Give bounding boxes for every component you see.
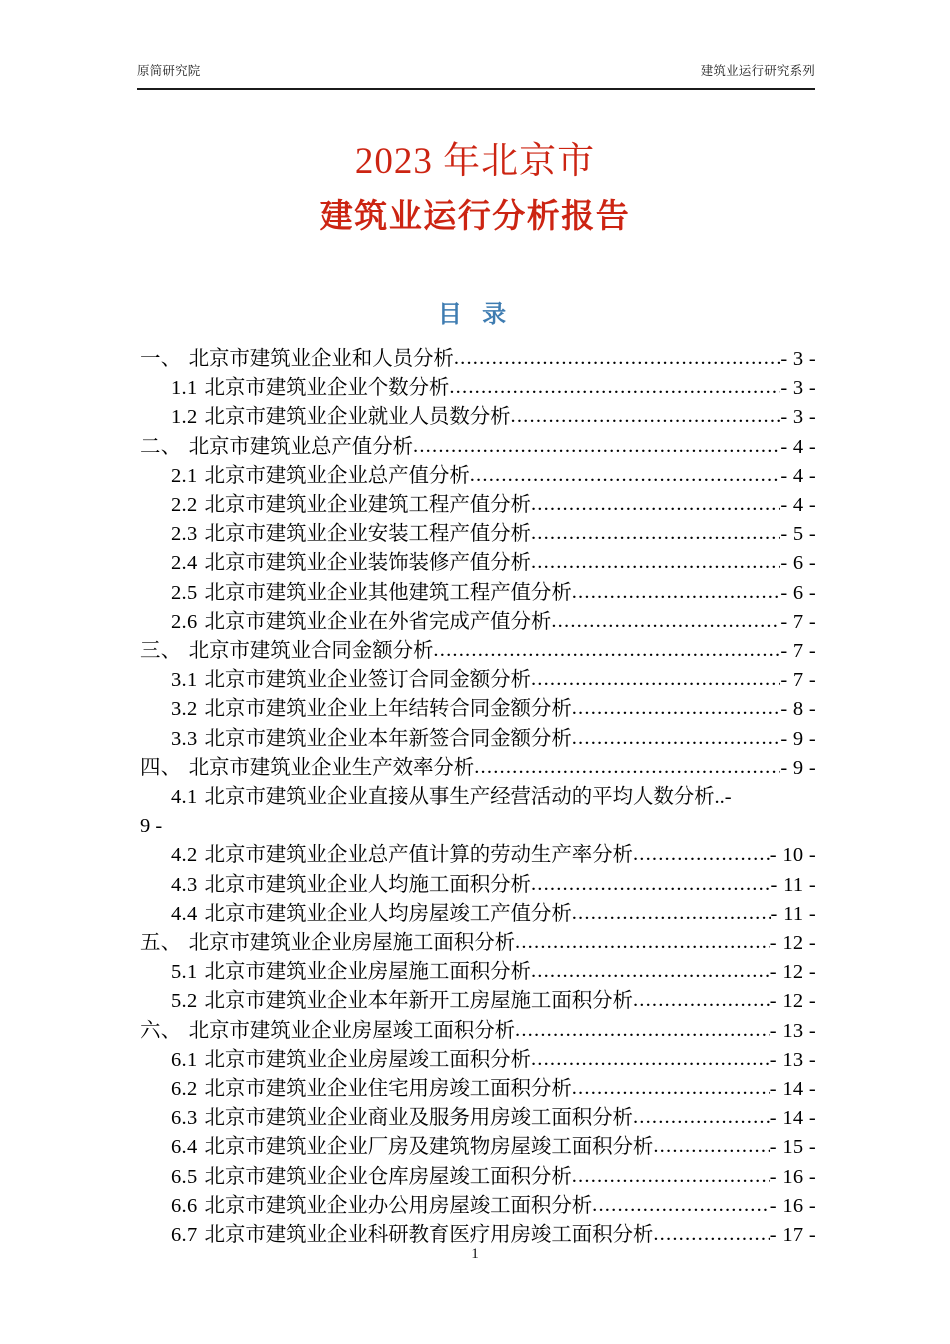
toc-entry-number: 3.3 [171, 727, 198, 750]
toc-leader-dots [653, 1132, 769, 1161]
toc-entry-page: - 8 - [780, 698, 816, 721]
toc-leader-dots [511, 402, 781, 431]
toc-entry[interactable] [140, 871, 816, 900]
toc-entry-number: 六、 [140, 1019, 182, 1042]
toc-entry-page: - 11 - [770, 873, 816, 896]
toc-leader-dots [572, 1074, 770, 1103]
toc-entry-number: 6.1 [171, 1048, 198, 1071]
toc-entry-number: 二、 [140, 435, 182, 458]
toc-entry-page: - 16 - [769, 1194, 816, 1217]
toc-entry-label: 北京市建筑业企业房屋施工面积分析 [188, 932, 516, 955]
toc-entry-number: 2.5 [171, 581, 198, 604]
toc-entry-label: 北京市建筑业企业就业人员数分析 [204, 406, 511, 429]
toc-entry-label: 北京市建筑业企业生产效率分析 [188, 756, 475, 779]
toc-leader-dots [592, 1191, 770, 1220]
toc-entry-label: 北京市建筑业企业房屋施工面积分析 [204, 961, 531, 984]
toc-entry[interactable] [140, 608, 816, 637]
toc-entry-label: 北京市建筑业企业在外省完成产值分析 [204, 610, 552, 633]
toc-entry-page: - 13 - [769, 1019, 816, 1042]
toc-entry-number: 五、 [140, 932, 182, 955]
toc-entry-label: 北京市建筑业企业总产值分析 [204, 464, 470, 487]
toc-entry-page: - 6 - [780, 552, 816, 575]
toc-entry-number: 6.3 [171, 1107, 198, 1130]
toc-entry-label: 北京市建筑业企业建筑工程产值分析 [204, 494, 531, 517]
toc-entry-page: - 4 - [780, 494, 816, 517]
toc-leader-dots [633, 840, 770, 869]
toc-entry-number: 3.2 [171, 698, 198, 721]
toc-entry[interactable] [140, 1163, 816, 1192]
header-divider [137, 88, 815, 90]
toc-entry-label: 北京市建筑业合同金额分析 [188, 640, 434, 663]
toc-leader-dots [413, 432, 780, 461]
footer-page-number: 1 [471, 1246, 479, 1262]
toc-leader-dots [515, 1016, 770, 1045]
toc-entry-label: 北京市建筑业企业签订合同金额分析 [204, 669, 531, 692]
toc-entry-number: 3.1 [171, 669, 198, 692]
toc-entry-page: - 13 - [769, 1048, 816, 1071]
toc-leader-dots [633, 986, 770, 1015]
toc-entry-page: - 16 - [769, 1165, 816, 1188]
toc-entry-number: 6.5 [171, 1165, 198, 1188]
toc-entry-label: 北京市建筑业企业仓库房屋竣工面积分析 [204, 1165, 572, 1188]
toc-entry-number: 1.1 [171, 377, 198, 400]
toc-entry-label: 北京市建筑业企业安装工程产值分析 [204, 523, 531, 546]
toc-entry-number: 2.3 [171, 523, 198, 546]
toc-entry[interactable] [140, 929, 816, 958]
toc-entry-label: 北京市建筑业企业装饰装修产值分析 [204, 552, 531, 575]
toc-entry-page: - 4 - [780, 464, 816, 487]
toc-entry-label: 北京市建筑业企业科研教育医疗用房竣工面积分析 [204, 1224, 654, 1247]
toc-entry-page: - 15 - [769, 1136, 816, 1159]
toc-entry-page-head: - [724, 786, 732, 809]
toc-entry[interactable] [140, 841, 816, 870]
toc-entry-number: 2.6 [171, 610, 198, 633]
toc-entry-label: 北京市建筑业企业其他建筑工程产值分析 [204, 581, 572, 604]
toc-entry[interactable] [140, 695, 816, 724]
toc-entry[interactable] [140, 491, 816, 520]
toc-entry-label: 北京市建筑业企业本年新签合同金额分析 [204, 727, 572, 750]
toc-entry-page: - 7 - [780, 640, 816, 663]
toc-leader-dots [470, 461, 781, 490]
toc-entry-page: - 3 - [780, 348, 816, 370]
toc-entry[interactable] [140, 987, 816, 1016]
toc-leader-dots [572, 899, 771, 928]
toc-entry-page: - 6 - [780, 581, 816, 604]
toc-entry[interactable] [140, 374, 816, 403]
toc-leader-dots [531, 870, 771, 899]
table-of-contents [140, 345, 816, 1250]
toc-leader-dots [515, 928, 770, 957]
toc-entry[interactable] [140, 725, 816, 754]
toc-entry[interactable] [140, 900, 816, 929]
toc-entry-page: - 3 - [780, 406, 816, 429]
toc-entry[interactable] [140, 754, 816, 783]
toc-entry-label: 北京市建筑业企业和人员分析 [188, 348, 454, 370]
toc-entry-page: - 10 - [769, 844, 816, 867]
toc-entry-page: - 14 - [769, 1078, 816, 1101]
toc-entry-page: - 7 - [780, 669, 816, 692]
toc-entry-number: 四、 [140, 756, 182, 779]
toc-entry-number: 一、 [140, 348, 182, 370]
toc-leader-dots [572, 578, 781, 607]
toc-entry-label: 北京市建筑业总产值分析 [188, 435, 414, 458]
toc-entry-page: - 9 - [780, 756, 816, 779]
toc-entry[interactable] [140, 783, 816, 841]
toc-entry-number: 4.2 [171, 844, 198, 867]
toc-leader-dots [572, 724, 781, 753]
toc-entry-number: 2.2 [171, 494, 198, 517]
document-title-line-1: 2023 年北京市 [354, 141, 596, 182]
toc-entry-number: 4.4 [171, 902, 198, 925]
header-left-text: 原简研究院 [137, 63, 201, 78]
toc-entry[interactable] [140, 1075, 816, 1104]
toc-entry[interactable] [140, 345, 816, 374]
toc-entry-label: 北京市建筑业企业个数分析 [204, 377, 450, 400]
toc-leader-dots [433, 636, 780, 665]
toc-entry-page: - 9 - [780, 727, 816, 750]
toc-entry-number: 6.6 [171, 1194, 198, 1217]
toc-entry[interactable] [140, 549, 816, 578]
toc-entry-label: 北京市建筑业企业人均房屋竣工产值分析 [204, 902, 572, 925]
toc-entry-page: - 7 - [780, 610, 816, 633]
toc-leader-dots [531, 490, 780, 519]
toc-entry-number: 5.2 [171, 990, 198, 1013]
toc-leader-dots [531, 548, 780, 577]
toc-entry-page: - 14 - [769, 1107, 816, 1130]
table-of-contents-heading: 目 录 [437, 300, 513, 328]
toc-entry-label: 北京市建筑业企业人均施工面积分析 [204, 873, 531, 896]
toc-leader-dots [572, 694, 781, 723]
document-title [0, 136, 950, 243]
running-header [137, 62, 815, 79]
toc-entry-label: 北京市建筑业企业住宅用房竣工面积分析 [204, 1078, 572, 1101]
toc-entry-number: 2.1 [171, 464, 198, 487]
toc-entry[interactable] [140, 403, 816, 432]
toc-entry-number: 5.1 [171, 961, 198, 984]
toc-entry-page: - 11 - [770, 902, 816, 925]
toc-entry-page: - 12 - [769, 932, 816, 955]
toc-leader-dots [531, 519, 780, 548]
toc-entry[interactable] [140, 1133, 816, 1162]
toc-leader-dots [572, 1162, 770, 1191]
toc-entry-number: 6.7 [171, 1224, 198, 1247]
toc-entry[interactable] [140, 579, 816, 608]
toc-entry-page: - 3 - [780, 377, 816, 400]
toc-entry[interactable] [140, 637, 816, 666]
toc-entry-number: 6.2 [171, 1078, 198, 1101]
toc-entry-label: 北京市建筑业企业上年结转合同金额分析 [204, 698, 572, 721]
toc-entry[interactable] [140, 1046, 816, 1075]
toc-entry[interactable] [140, 520, 816, 549]
toc-entry-number: 三、 [140, 640, 182, 663]
toc-entry-label: 北京市建筑业企业本年新开工房屋施工面积分析 [204, 990, 633, 1013]
toc-entry-page: - 12 - [769, 990, 816, 1013]
toc-entry-page: 9 - [140, 815, 163, 838]
toc-entry[interactable] [140, 1104, 816, 1133]
toc-entry-page: - 5 - [780, 523, 816, 546]
toc-entry[interactable] [140, 433, 816, 462]
toc-leader-dots [531, 665, 780, 694]
toc-entry[interactable] [140, 958, 816, 987]
toc-leader-dots [551, 607, 780, 636]
toc-entry-page: - 4 - [780, 435, 816, 458]
toc-leader-dots [531, 957, 770, 986]
toc-entry-label: 北京市建筑业企业总产值计算的劳动生产率分析 [204, 844, 633, 867]
toc-entry-number: 4.1 [171, 786, 198, 809]
toc-leader-dots [531, 1045, 770, 1074]
toc-entry-label: 北京市建筑业企业办公用房屋竣工面积分析 [204, 1194, 593, 1217]
toc-entry[interactable] [140, 1017, 816, 1046]
toc-entry-label: 北京市建筑业企业房屋竣工面积分析 [204, 1048, 531, 1071]
toc-entry-number: 4.3 [171, 873, 198, 896]
toc-entry-page: - 17 - [769, 1224, 816, 1247]
document-title-line-2: 建筑业运行分析报告 [319, 196, 631, 235]
toc-entry-number: 6.4 [171, 1136, 198, 1159]
toc-entry[interactable] [140, 462, 816, 491]
toc-entry-number: 2.4 [171, 552, 198, 575]
toc-leader-dots [454, 344, 781, 373]
toc-leader-dots [633, 1103, 770, 1132]
toc-leader-dots [474, 753, 780, 782]
toc-entry-label: 北京市建筑业企业商业及服务用房竣工面积分析 [204, 1107, 633, 1130]
header-right-text: 建筑业运行研究系列 [700, 63, 815, 78]
toc-leader-dots [449, 373, 780, 402]
toc-entry-label: 北京市建筑业企业直接从事生产经营活动的平均人数分析 [204, 786, 715, 809]
toc-entry-page: - 12 - [769, 961, 816, 984]
toc-entry[interactable] [140, 1192, 816, 1221]
toc-entry-label: 北京市建筑业企业厂房及建筑物房屋竣工面积分析 [204, 1136, 654, 1159]
toc-leader-dots: .. [714, 786, 725, 809]
toc-entry-number: 1.2 [171, 406, 198, 429]
toc-entry-label: 北京市建筑业企业房屋竣工面积分析 [188, 1019, 516, 1042]
toc-entry[interactable] [140, 666, 816, 695]
